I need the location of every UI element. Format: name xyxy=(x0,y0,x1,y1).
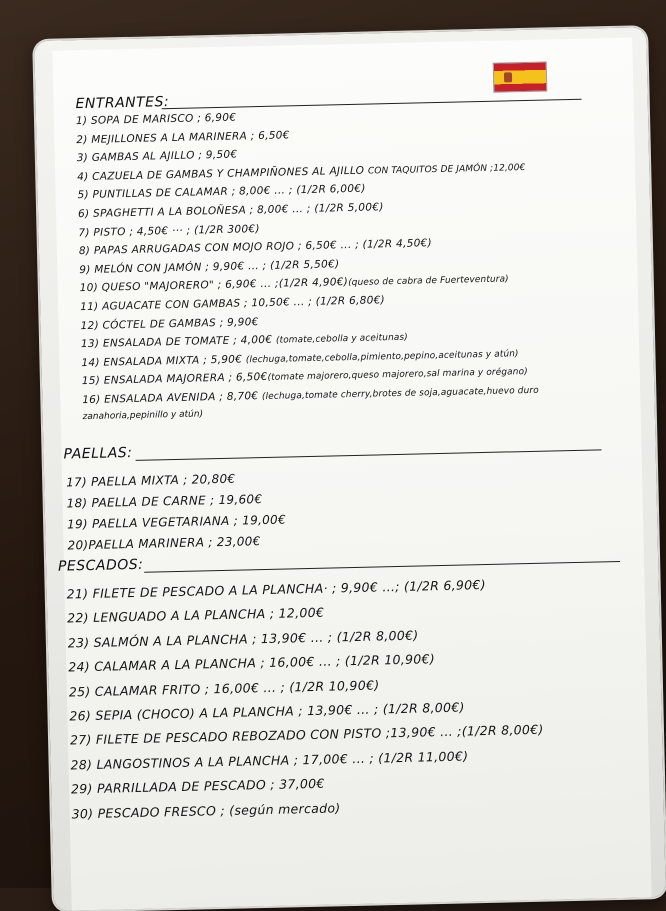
menu-page xyxy=(52,38,651,911)
item-text: 10) QUESO "MAJORERO" ; 6,90€ ... ;(1/2R 4,90€) xyxy=(79,276,349,295)
item-text: 8) PAPAS ARRUGADAS CON MOJO ROJO ; 6,50€ ... ; (1/2R 4,50€) xyxy=(78,237,433,258)
item-text: 11) AGUACATE CON GAMBAS ; 10,50€ ... ; (1/2R 6,80€) xyxy=(80,294,386,314)
item-note: (lechuga,tomate cherry,brotes de soja,aguacate,huevo duro xyxy=(261,385,539,402)
paellas-underline xyxy=(136,449,602,461)
item-note: (tomate majorero,queso majorero,sal marina y orégano) xyxy=(267,367,528,384)
item-text: 1) SOPA DE MARISCO ; 6,90€ xyxy=(75,111,237,128)
item-text: 16) ENSALADA AVENIDA ; 8,70€ xyxy=(82,390,259,407)
item-text: 15) ENSALADA MAJORERA ; 6,50€ xyxy=(81,371,268,388)
item-text: 14) ENSALADA MIXTA ; 5,90€ xyxy=(81,353,243,369)
list-item: 27) FILETE DE PESCADO REBOZADO CON PISTO ;13,90€ ... ;(1/2R 8,00€) xyxy=(69,722,544,748)
item-text: 6) SPAGHETTI A LA BOLOÑESA ; 8,00€ ... ; (1/2R 5,00€) xyxy=(77,201,384,221)
entrantes-title: ENTRANTES: xyxy=(75,94,170,113)
list-item: 18) PAELLA DE CARNE ; 19,60€ xyxy=(66,492,263,511)
list-item: 21) FILETE DE PESCADO A LA PLANCHA· ; 9,90€ ...; (1/2R 6,90€) xyxy=(66,576,487,602)
list-item: 20)PAELLA MARINERA ; 23,00€ xyxy=(67,534,261,553)
list-item: 30) PESCADO FRESCO ; (según mercado) xyxy=(71,799,341,821)
item-text: 9) MELÓN CON JAMÓN ; 9,90€ ... ; (1/2R 5,50€) xyxy=(79,257,340,276)
list-item: 23) SALMÓN A LA PLANCHA ; 13,90€ ... ; (1/2R 8,00€) xyxy=(67,627,419,651)
pescados-title: PESCADOS: xyxy=(57,556,144,575)
list-item: 26) SEPIA (CHOCO) A LA PLANCHA ; 13,90€ ... ; (1/2R 8,00€) xyxy=(69,699,465,724)
item-text: 7) PISTO ; 4,50€ ··· ; (1/2R 300€) xyxy=(78,222,260,239)
item-text: 13) ENSALADA DE TOMATE ; 4,00€ xyxy=(80,333,273,351)
item-note: zanahoria,pepinillo y atún) xyxy=(82,408,204,422)
item-note: (queso de cabra de Fuerteventura) xyxy=(348,274,509,289)
list-item: 19) PAELLA VEGETARIANA ; 19,00€ xyxy=(66,512,287,532)
item-text: 5) PUNTILLAS DE CALAMAR ; 8,00€ ... ; (1/2R 6,00€) xyxy=(77,182,366,202)
list-item: 25) CALAMAR FRITO ; 16,00€ ... ; (1/2R 10,90€) xyxy=(68,676,380,700)
entrantes-list xyxy=(76,99,643,423)
item-note: (lechuga,tomate,cebolla,pimiento,pepino,aceitunas y atún) xyxy=(245,348,519,366)
item-text: 12) CÓCTEL DE GAMBAS ; 9,90€ xyxy=(80,315,259,332)
list-item: 24) CALAMAR A LA PLANCHA ; 16,00€ ... ; (1/2R 10,90€) xyxy=(68,651,436,675)
list-item: 22) LENGUADO A LA PLANCHA ; 12,00€ xyxy=(67,605,325,626)
item-text: 4) CAZUELA DE GAMBAS Y CHAMPIÑONES AL AJILLO xyxy=(77,164,365,183)
paellas-title: PAELLAS: xyxy=(63,444,133,463)
item-note: (tomate,cebolla y aceitunas) xyxy=(275,332,408,346)
spain-flag-icon xyxy=(493,61,548,92)
item-text: 3) GAMBAS AL AJILLO ; 9,50€ xyxy=(76,148,238,165)
item-text: 2) MEJILLONES A LA MARINERA ; 6,50€ xyxy=(76,128,290,146)
list-item: 29) PARRILLADA DE PESCADO ; 37,00€ xyxy=(70,775,325,797)
item-note: CON TAQUITOS DE JAMÓN ;12,00€ xyxy=(367,162,526,177)
flag-crest xyxy=(504,72,512,82)
list-item: 17) PAELLA MIXTA ; 20,80€ xyxy=(65,471,236,490)
paellas-list xyxy=(66,460,628,557)
list-item: 28) LANGOSTINOS A LA PLANCHA ; 17,00€ ... ; (1/2R 11,00€) xyxy=(70,748,469,773)
pescados-list xyxy=(66,570,631,827)
